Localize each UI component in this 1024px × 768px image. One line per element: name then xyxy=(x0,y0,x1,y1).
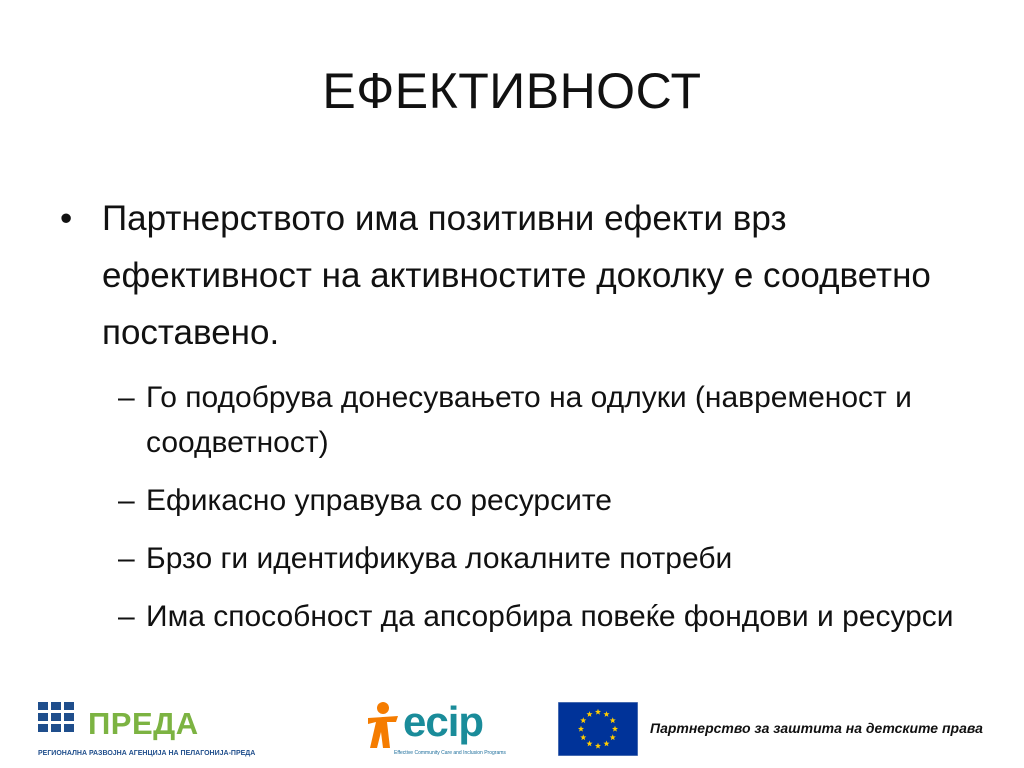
footer-tagline: Партнерство за заштита на детските права xyxy=(650,720,983,736)
bullet-marker: • xyxy=(60,199,73,238)
sub-bullet-marker: – xyxy=(118,381,135,414)
preda-grid-icon xyxy=(38,702,80,740)
preda-logo xyxy=(38,702,256,762)
ecip-logo xyxy=(366,698,506,762)
sub-bullet-item xyxy=(118,375,980,465)
ecip-person-icon xyxy=(366,700,402,752)
slide-title: ЕФЕКТИВНОСТ xyxy=(322,63,702,119)
sub-bullet-item xyxy=(118,536,980,581)
sub-bullet-item xyxy=(118,594,980,639)
ecip-logo-subtitle: Effective Community Care and Inclusion Programs xyxy=(394,750,506,756)
footer-logos xyxy=(0,695,1024,768)
sub-bullet-marker: – xyxy=(118,600,135,633)
slide-body xyxy=(60,190,980,652)
sub-bullet-list xyxy=(60,375,980,639)
sub-bullet-marker: – xyxy=(118,542,135,575)
eu-flag-icon xyxy=(558,702,638,756)
preda-logo-subtitle: РЕГИОНАЛНА РАЗВОЈНА АГЕНЦИЈА НА ПЕЛАГОНИЈА-ПРЕДА xyxy=(38,750,256,757)
sub-bullet-text: Го подобрува донесувањето на одлуки (навременост и соодветност) xyxy=(146,381,912,459)
ecip-logo-text: ecip xyxy=(403,698,484,745)
sub-bullet-marker: – xyxy=(118,484,135,517)
sub-bullet-item xyxy=(118,478,980,523)
preda-logo-text: ПРЕДА xyxy=(88,706,199,741)
sub-bullet-text: Брзо ги идентификува локалните потреби xyxy=(146,542,733,575)
bullet-text: Партнерството има позитивни ефекти врз ефективност на активностите доколку е соодветно поставено. xyxy=(102,199,931,352)
sub-bullet-text: Ефикасно управува со ресурсите xyxy=(146,484,612,517)
sub-bullet-text: Има способност да апсорбира повеќе фондови и ресурси xyxy=(146,600,954,633)
bullet-item xyxy=(60,190,980,361)
